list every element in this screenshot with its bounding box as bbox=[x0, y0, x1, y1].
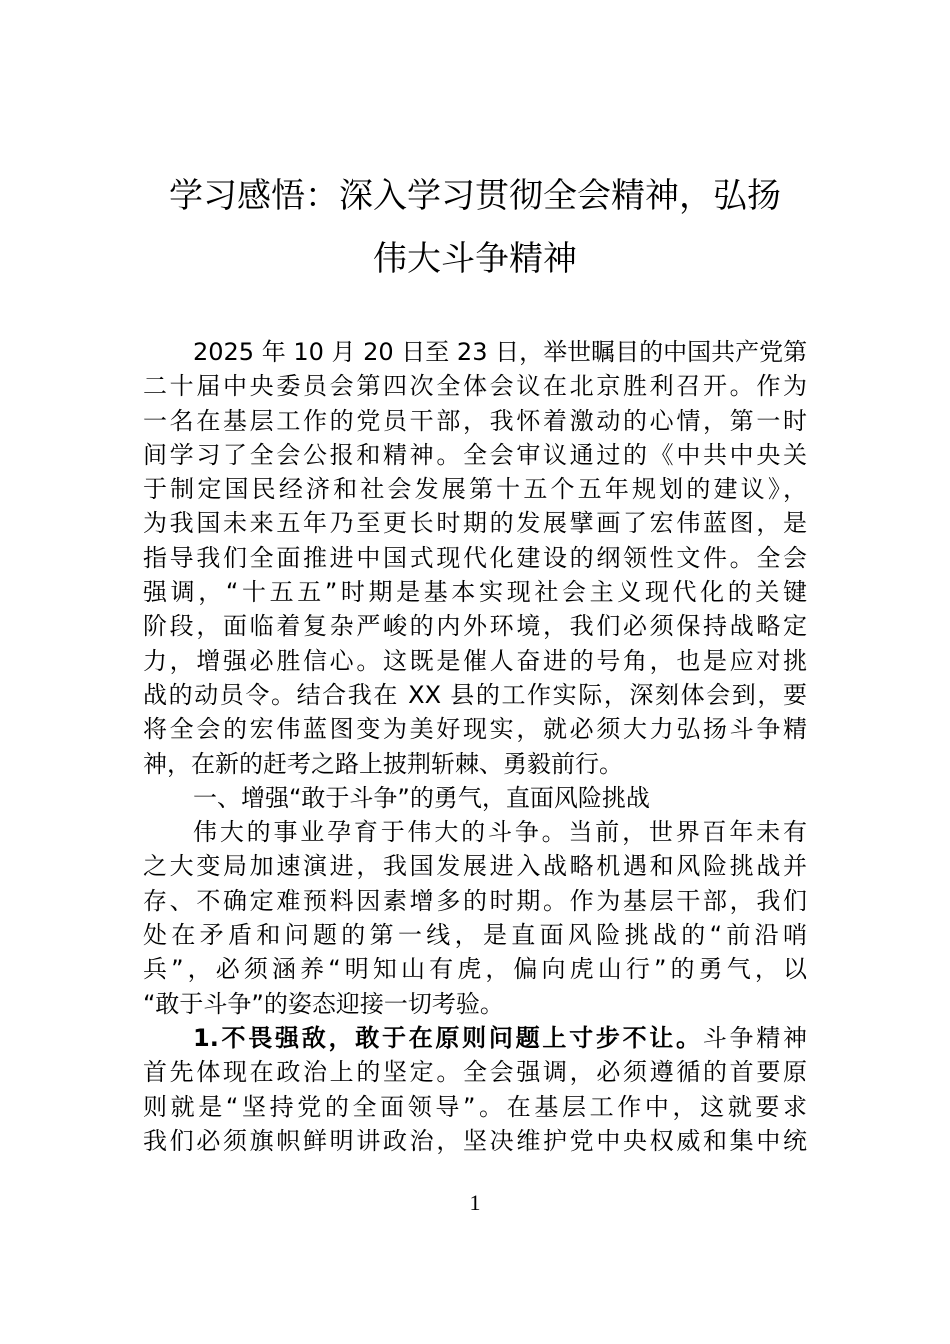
paragraph-line: 处在矛盾和问题的第一线，是直面风险挑战的“前沿哨 bbox=[143, 921, 807, 950]
section-heading: 一、增强“敢于斗争”的勇气，直面风险挑战 bbox=[193, 783, 650, 812]
paragraph-line: 为我国未来五年乃至更长时期的发展擘画了宏伟蓝图，是 bbox=[143, 509, 807, 538]
document-title bbox=[145, 165, 805, 291]
paragraph-line: 二十届中央委员会第四次全体会议在北京胜利召开。作为 bbox=[143, 372, 807, 401]
paragraph-text: 斗争精神 bbox=[702, 1023, 808, 1052]
paragraph-line: 阶段，面临着复杂严峻的内外环境，我们必须保持战略定 bbox=[143, 612, 807, 641]
paragraph-line: 首先体现在政治上的坚定。全会强调，必须遵循的首要原 bbox=[143, 1058, 807, 1087]
page-number: 1 bbox=[469, 1190, 481, 1215]
paragraph-line bbox=[143, 1021, 807, 1055]
title-line: 学习感悟：深入学习贯彻全会精神，弘扬 bbox=[169, 176, 781, 216]
paragraph-line: 指导我们全面推进中国式现代化建设的纲领性文件。全会 bbox=[143, 543, 807, 572]
title-line: 伟大斗争精神 bbox=[373, 239, 577, 279]
paragraph-line: 存、不确定难预料因素增多的时期。作为基层干部，我们 bbox=[143, 886, 807, 915]
paragraph-line: 则就是“坚持党的全面领导”。在基层工作中，这就要求 bbox=[143, 1092, 807, 1121]
subheading-bold: 1.不畏强敌，敢于在原则问题上寸步不让。 bbox=[193, 1023, 703, 1052]
paragraph-line: 战的动员令。结合我在 XX 县的工作实际，深刻体会到，要 bbox=[143, 680, 807, 709]
paragraph-line: 之大变局加速演进，我国发展进入战略机遇和风险挑战并 bbox=[143, 852, 807, 881]
paragraph-line: 神，在新的赶考之路上披荆斩棘、勇毅前行。 bbox=[143, 749, 623, 778]
paragraph-line: 2025 年 10 月 20 日至 23 日，举世瞩目的中国共产党第 bbox=[193, 338, 808, 366]
paragraph-line: 一名在基层工作的党员干部，我怀着激动的心情，第一时 bbox=[143, 406, 807, 435]
paragraph-line: 强调，“十五五”时期是基本实现社会主义现代化的关键 bbox=[143, 578, 807, 607]
paragraph-line: 力，增强必胜信心。这既是催人奋进的号角，也是应对挑 bbox=[143, 646, 807, 675]
paragraph-line: 间学习了全会公报和精神。全会审议通过的《中共中央关 bbox=[143, 440, 807, 469]
paragraph-line: 我们必须旗帜鲜明讲政治，坚决维护党中央权威和集中统 bbox=[143, 1126, 807, 1155]
document-body bbox=[143, 335, 807, 1158]
paragraph-line: “敢于斗争”的姿态迎接一切考验。 bbox=[143, 989, 504, 1018]
paragraph-line: 于制定国民经济和社会发展第十五个五年规划的建议》， bbox=[143, 475, 807, 504]
paragraph-line: 伟大的事业孕育于伟大的斗争。当前，世界百年未有 bbox=[193, 818, 807, 847]
paragraph-line: 兵”，必须涵养“明知山有虎，偏向虎山行”的勇气，以 bbox=[143, 955, 807, 984]
paragraph-line: 将全会的宏伟蓝图变为美好现实，就必须大力弘扬斗争精 bbox=[143, 715, 807, 744]
